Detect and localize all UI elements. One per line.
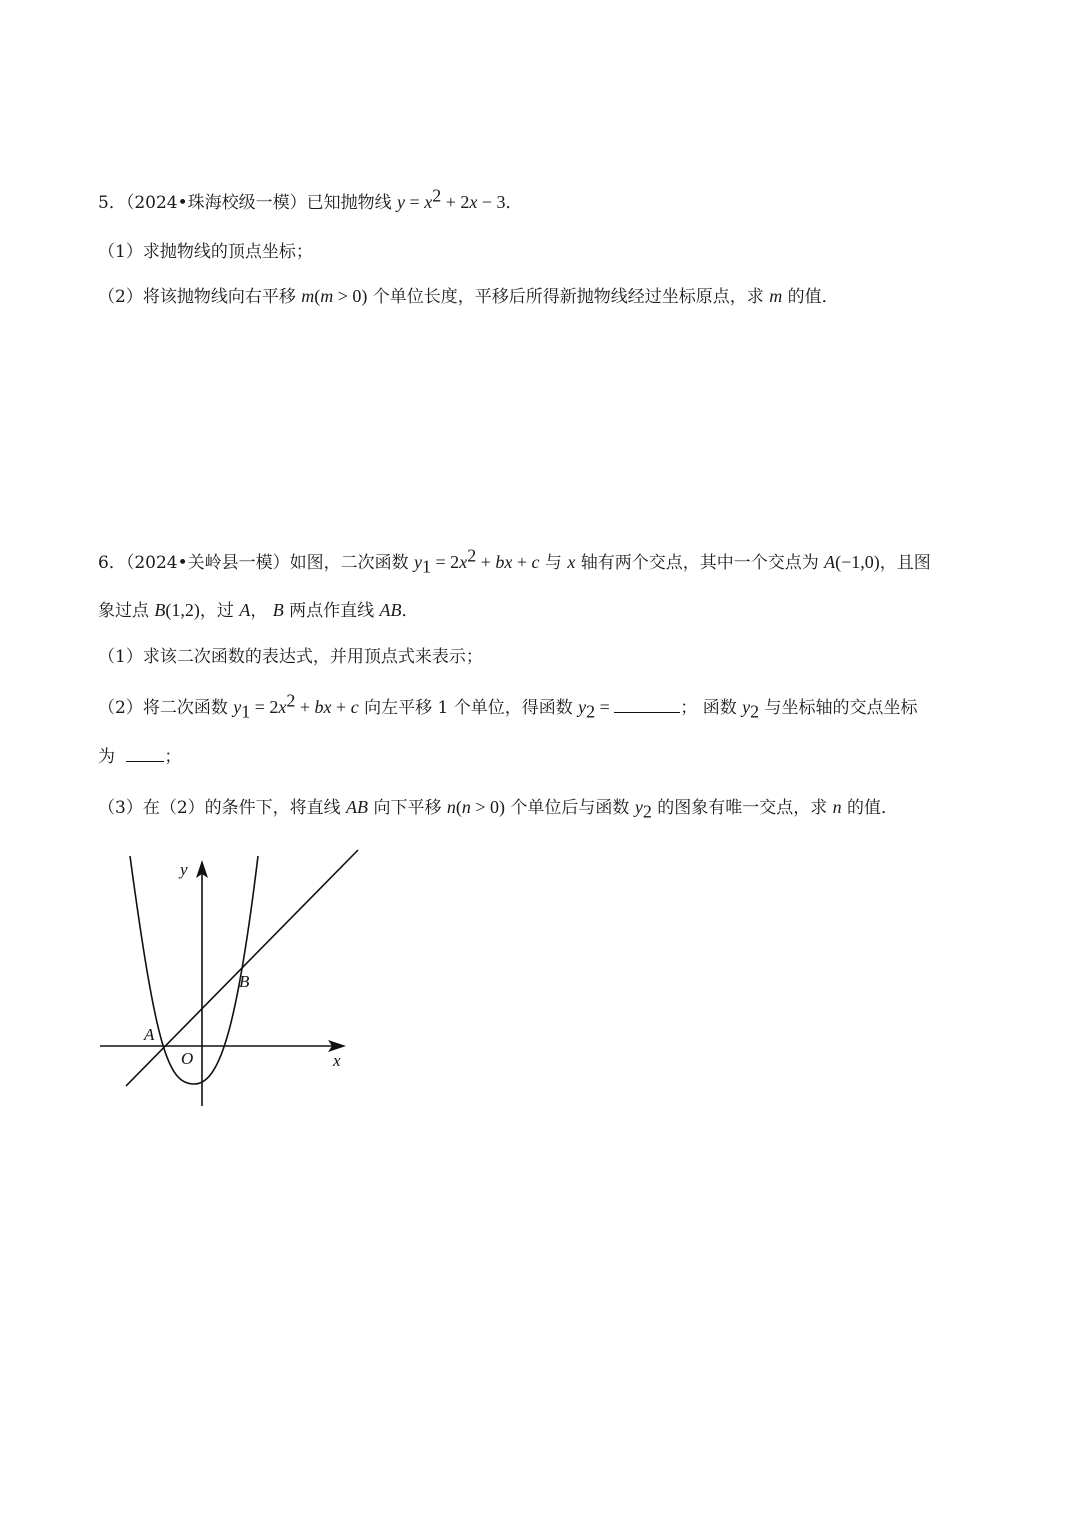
q5-part1: （1）求抛物线的顶点坐标； xyxy=(98,242,313,262)
q6-part3 xyxy=(98,795,898,820)
math-B: B xyxy=(154,600,166,620)
q6-text: 与坐标轴的交点坐标 xyxy=(759,698,918,718)
x-axis-label: x xyxy=(333,1051,341,1070)
math-y: y xyxy=(397,192,406,212)
q6-part1: （1）求该二次函数的表达式，并用顶点式来表示； xyxy=(98,647,483,667)
math-tail: − 3 xyxy=(477,192,506,212)
q6-text: ； 函数 xyxy=(680,698,743,718)
q6-stem-line2 xyxy=(98,598,419,623)
q6-stem-line1 xyxy=(98,545,931,577)
math-pow: 2 xyxy=(467,545,477,566)
math-x: x xyxy=(469,192,478,212)
parabola-curve xyxy=(130,856,258,1084)
q6-text: （3）在（2）的条件下，将直线 xyxy=(98,798,347,818)
math-eq: = xyxy=(595,697,615,717)
math-y: y xyxy=(233,697,242,717)
math-B: B xyxy=(272,600,284,620)
math-cond: > 0) xyxy=(333,286,368,306)
q6-text: ． xyxy=(401,601,419,621)
q5-source: （2024•珠海校级一模） xyxy=(125,193,307,213)
math-n: n xyxy=(461,797,471,817)
point-b-label: B xyxy=(239,972,250,991)
math-x: x xyxy=(424,192,433,212)
q6-text: 向下平移 xyxy=(368,798,447,818)
math-sub: 2 xyxy=(586,701,596,722)
math-coord: (−1,0) xyxy=(835,552,880,572)
math-sub: 2 xyxy=(750,701,760,722)
math-AB: AB xyxy=(346,797,369,817)
q6-text: 的图象有唯一交点，求 xyxy=(651,798,833,818)
origin-label: O xyxy=(181,1049,194,1068)
math-sub: 2 xyxy=(642,801,652,822)
math-sub: 1 xyxy=(422,556,432,577)
q6-text: 两点作直线 xyxy=(283,601,380,621)
math-plus: + xyxy=(476,552,496,572)
math-n: n xyxy=(832,797,842,817)
math-rest: + 2 xyxy=(441,192,470,212)
math-paren: ( xyxy=(455,797,462,817)
math-m: m xyxy=(301,286,315,306)
q5-stem-text: 已知抛物线 xyxy=(306,193,392,213)
q6-text: ， xyxy=(250,601,273,621)
math-plus: + xyxy=(331,697,351,717)
q5-p2-pre: （2）将该抛物线向右平移 xyxy=(98,287,302,307)
q6-text: 个单位后与函数 xyxy=(505,798,635,818)
math-AB: AB xyxy=(379,600,402,620)
math-plus: + xyxy=(295,697,315,717)
q5-number: 5． xyxy=(98,193,126,213)
q5-stem xyxy=(98,185,523,215)
math-paren: ( xyxy=(314,286,321,306)
math-x: x xyxy=(567,552,576,572)
math-n: n xyxy=(446,797,456,817)
math-y: y xyxy=(634,797,643,817)
math-x: x xyxy=(278,697,287,717)
math-bx: bx xyxy=(495,552,513,572)
q6-part2-cont xyxy=(98,745,181,769)
math-c: c xyxy=(350,697,359,717)
answer-blank-1[interactable] xyxy=(614,698,680,713)
q6-text: 象过点 xyxy=(98,601,155,621)
math-cond: > 0) xyxy=(470,797,506,817)
q6-text: ，且图 xyxy=(879,553,931,573)
q6-text: 轴有两个交点，其中一个交点为 xyxy=(575,553,825,573)
math-sub: 1 xyxy=(241,701,251,722)
q6-text: ； xyxy=(164,747,182,767)
q6-text: 向左平移 1 个单位，得函数 xyxy=(358,698,579,718)
math-pow: 2 xyxy=(286,690,296,711)
q6-text: （2）将二次函数 xyxy=(98,698,234,718)
math-A: A xyxy=(239,600,251,620)
math-pow: 2 xyxy=(432,185,442,206)
math-coord: (1,2) xyxy=(165,600,200,620)
q6-text: 与 xyxy=(539,553,568,573)
point-a-label: A xyxy=(144,1025,155,1044)
q6-text: ，过 xyxy=(199,601,240,621)
math-eq: = xyxy=(405,192,425,212)
line-ab xyxy=(126,850,358,1086)
math-bx: bx xyxy=(314,697,332,717)
math-plus: + xyxy=(512,552,532,572)
math-y: y xyxy=(414,552,423,572)
math-eq: = 2 xyxy=(250,697,279,717)
math-c: c xyxy=(531,552,540,572)
q5-part2 xyxy=(98,284,839,309)
math-m: m xyxy=(769,286,783,306)
math-y: y xyxy=(742,697,751,717)
answer-blank-2[interactable] xyxy=(126,747,164,762)
y-axis-label: y xyxy=(180,860,188,879)
math-m: m xyxy=(320,286,334,306)
q6-part2 xyxy=(98,690,918,722)
q5-p2-mid: 个单位长度，平移后所得新抛物线经过坐标原点，求 xyxy=(367,287,770,307)
math-A: A xyxy=(824,552,836,572)
q6-text: 的值． xyxy=(841,798,899,818)
math-x: x xyxy=(459,552,468,572)
parabola-line-figure xyxy=(96,848,366,1113)
math-eq: = 2 xyxy=(431,552,460,572)
q6-number: 6． xyxy=(98,553,126,573)
q5-p2-post: 的值． xyxy=(782,287,839,307)
math-end: ． xyxy=(505,193,523,213)
q6-source: （2024•关岭县一模） xyxy=(125,553,290,573)
q6-text: 如图，二次函数 xyxy=(289,553,415,573)
q6-text: 为 xyxy=(98,747,121,767)
math-y: y xyxy=(578,697,587,717)
